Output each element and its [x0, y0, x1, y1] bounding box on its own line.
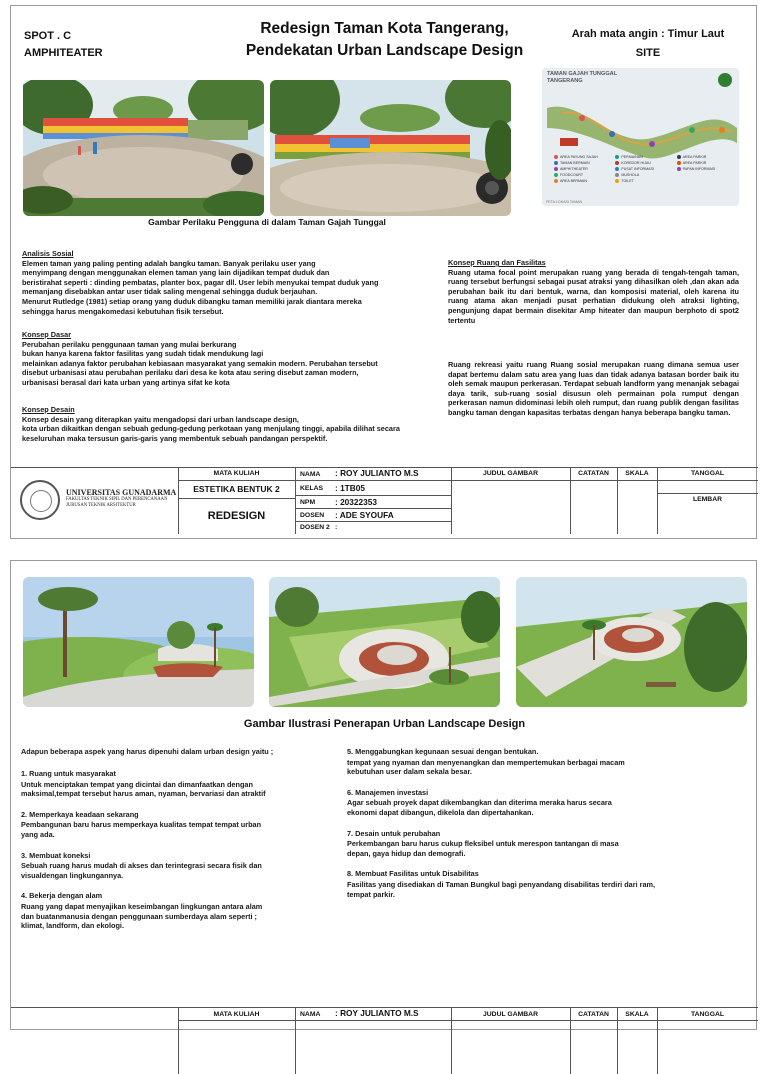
ruang-rekreasi-section: [448, 360, 739, 418]
catatan-label-2: CATATAN: [578, 1011, 609, 1018]
legend-dot-icon: [677, 167, 681, 171]
wind-direction: [558, 25, 738, 63]
legend-dot-icon: [615, 173, 619, 177]
nama-value-2: : ROY JULIANTO M.S: [335, 1008, 419, 1018]
map-title-line-1: TAMAN GAJAH TUNGGAL: [547, 71, 618, 77]
aspect-right-item-heading: 5. Menggabungkan kegunaan sesuai dengan bentukan.: [347, 747, 539, 756]
mata-kuliah-value: ESTETIKA BENTUK 2: [193, 484, 280, 494]
photo-caption: Gambar Perilaku Pengguna di dalam Taman Gajah Tunggal: [148, 217, 386, 227]
map-legend-item: [554, 178, 611, 184]
judul-gambar-label: JUDUL GAMBAR: [482, 470, 538, 477]
aspect-right-item: [347, 829, 727, 859]
catatan-label: CATATAN: [578, 470, 609, 477]
analisis-sosial-section: [22, 249, 442, 316]
nama-label-2: NAMA: [300, 1011, 321, 1018]
map-legend-label: KOREDOR HIJAU: [621, 161, 651, 165]
aspect-right-item-heading: 8. Membuat Fasilitas untuk Disabilitas: [347, 869, 479, 879]
wind-label: Arah mata angin : Timur Laut: [571, 28, 725, 40]
map-legend-label: AREA PARKIR: [682, 161, 707, 165]
sheet-page-1: [10, 5, 757, 539]
map-legend: [554, 154, 734, 184]
aspect-right-item: [347, 788, 727, 818]
legend-dot-icon: [615, 167, 619, 171]
map-title: [547, 71, 617, 85]
konsep-ruang-heading: Konsep Ruang dan Fasilitas: [448, 258, 546, 267]
konsep-desain-body: Konsep desain yang diterapkan yaitu mengadopsi dari urban landscape design, kota urban dikaitkan dengan sebuah gedung-gedung perkotaan yang menjulang tinggi, apabila dilihat secara keseluruhan maka tersusun garis-garis yang membentuk sebuah pandangan perspektif.: [22, 414, 400, 443]
map-legend-label: TOILET: [621, 179, 634, 183]
aspect-right-item-body: Perkembangan baru harus cukup fleksibel untuk merespon tantangan di masa depan, gaya hidup dan demografi.: [347, 839, 619, 858]
aspect-left-item-heading: 3. Membuat koneksi: [21, 850, 91, 860]
tanggal-label: TANGGAL: [690, 470, 725, 477]
site-label: SITE: [635, 47, 661, 59]
aspects-list-right: [347, 747, 727, 910]
university-department: JURUSAN TEKNIK ARSITEKTUR: [66, 503, 136, 508]
map-legend-label: PAPAN INFORMASI: [682, 167, 716, 171]
konsep-dasar-heading: Konsep Dasar: [22, 330, 72, 339]
mata-kuliah-label-2: MATA KULIAH: [213, 1011, 260, 1018]
render-illustration-2: [269, 577, 500, 707]
aspect-left-item: [21, 891, 341, 930]
aspect-left-item: [21, 851, 341, 881]
map-legend-label: PUSAT INFORMASI: [621, 167, 654, 171]
aspect-left-item-body: Ruang yang dapat menyajikan keseimbangan lingkungan antara alam dan buatanmanusia dengan penggunaan sumberdaya alam seperti ; klimat, landform, dan ekologi.: [21, 901, 263, 931]
aspect-left-item-heading: 4. Bekerja dengan alam: [21, 891, 103, 901]
map-legend-label: AMPHITHEATER: [560, 167, 588, 171]
aspect-left-item-heading: 2. Memperkaya keadaan sekarang: [21, 809, 139, 819]
illustration-caption: Gambar Ilustrasi Penerapan Urban Landscape Design: [243, 718, 526, 730]
skala-label-2: SKALA: [625, 1011, 649, 1018]
aspect-left-item-heading: 1. Ruang untuk masyarakat: [21, 769, 116, 778]
map-legend-label: AREA PAYUNG SAJAH: [560, 155, 598, 159]
dosen-2-value: :: [335, 524, 338, 531]
legend-dot-icon: [615, 161, 619, 165]
konsep-desain-heading: Konsep Desain: [22, 405, 75, 414]
sheet-page-2: [10, 560, 757, 1030]
university-faculty: FAKULTAS TEKNIK SIPIL DAN PERENCANAAN: [66, 497, 168, 502]
university-name: [66, 488, 176, 509]
kelas-value: : 1TB05: [335, 483, 365, 493]
render-illustration-1: [23, 577, 254, 707]
kelas-label: KELAS: [300, 485, 324, 492]
legend-dot-icon: [615, 155, 619, 159]
skala-label: SKALA: [625, 470, 649, 477]
lembar-label: LEMBAR: [692, 496, 723, 503]
legend-dot-icon: [554, 179, 558, 183]
nama-value: : ROY JULIANTO M.S: [335, 468, 419, 478]
tanggal-label-2: TANGGAL: [690, 1011, 725, 1018]
university-title: UNIVERSITAS GUNADARMA: [66, 488, 177, 497]
aspect-left-item: [21, 810, 341, 840]
spot-code: SPOT . C: [24, 30, 72, 42]
map-legend-item: [615, 178, 672, 184]
park-photo-2: [270, 80, 511, 216]
aspect-left-item: [21, 769, 341, 799]
legend-dot-icon: [554, 167, 558, 171]
park-photo-1: [23, 80, 264, 216]
map-legend-label: FOODCOURT: [560, 173, 584, 177]
aspect-left-item-body: Pembangunan baru harus memperkaya kualitas tempat tempat urban yang ada.: [21, 820, 262, 839]
ruang-rekreasi-body: Ruang rekreasi yaitu ruang Ruang sosial merupakan ruang dimana semua user dapat bertemu dalam satu area yang luas dan tidak adanya batasan border baik itu oleh semak maupun perkerasan. Terdapat sebuah landform yang menanjak sebagai daya tarik, sub-ruang sosial disusun oleh permainan pola rumput dengan perkerasan namun didominasi lebih oleh rumput, dan ruang publik dengan fasilitas bangku taman dengan kapasitas terbatas dengan hanya beberapa bangku taman.: [448, 360, 739, 417]
map-title-line-2: TANGERANG: [547, 78, 583, 84]
title-block-2: [11, 1007, 758, 1074]
site-map: [542, 68, 739, 206]
dosen-label: DOSEN: [300, 512, 325, 519]
aspect-right-item-heading: 6. Manajemen investasi: [347, 787, 429, 797]
title-block-1: [11, 467, 758, 534]
analisis-body: Elemen taman yang paling penting adalah bangku taman. Banyak perilaku user yang menyimpang dengan menggunakan elemen taman yang lain dijadikan tempat duduk dan beristirahat seperti : dinding pembatas, planter box, pagar dll. User lebih menyukai tempat duduk yang memanjang disebabkan antar user tidak saling mengenal sehingga duduk berjauhan. Menurut Rutledge (1981) setiap orang yang duduk dibangku taman memiliki jarak diantara mereka sehingga harus mengakomedasi kebutuhan fisik tersebut.: [22, 258, 379, 316]
mata-kuliah-label: MATA KULIAH: [213, 470, 260, 477]
judul-gambar-label-2: JUDUL GAMBAR: [482, 1011, 538, 1018]
aspect-right-item-body: Fasilitas yang disediakan di Taman Bungkul bagi penyandang disabilitas terdiri dari ram, tempat parkir.: [347, 879, 656, 899]
spot-name: AMPHITEATER: [24, 47, 103, 59]
aspect-right-item: [347, 869, 727, 899]
legend-dot-icon: [615, 179, 619, 183]
konsep-desain-section: [22, 405, 454, 443]
map-legend-label: MUSHOLA: [621, 173, 640, 177]
legend-dot-icon: [554, 161, 558, 165]
title-line-2: Pendekatan Urban Landscape Design: [245, 42, 524, 59]
render-illustration-3: [516, 577, 747, 707]
aspect-right-item-heading: 7. Desain untuk perubahan: [347, 828, 441, 838]
aspect-left-item-body: Sebuah ruang harus mudah di akses dan terintegrasi secara fisik dan visualdengan lingkungannya.: [21, 861, 262, 880]
konsep-ruang-body: Ruang utama focal point merupakan ruang yang berada di tengah-tengah taman, ruang tersebut berfungsi sebagai pusat atraksi yang dihasilkan oleh ,dan akan ada perubahan baik itu dari bentuk, warna, dan komposisi material, oleh karena itu ruang atama akan menjadi pusat perhatian didukung oleh atraksi lighting, pengunjung dapat bermain disekitar Amp hiteater dan maupun berphoto di spot2 tertentu: [448, 267, 739, 325]
legend-dot-icon: [554, 155, 558, 159]
aspect-left-item-body: Untuk menciptakan tempat yang dicintai dan dimanfaatkan dengan maksimal,tempat tersebut harus aman, nyaman, bervariasi dan atraktif: [21, 779, 266, 799]
map-legend-label: TAMAN BERMAIN: [560, 161, 590, 165]
dosen-2-label: DOSEN 2: [300, 524, 330, 531]
konsep-dasar-body: Perubahan perilaku penggunaan taman yang mulai berkurang bukan hanya karena faktor fasilitas yang sudah tidak mendukung lagi melainkan adanya faktor perubahan kebiasaan masyarakat yang semakin modern. Perubahan tersebut disebut urbanisasi atau perubahan perilaku dari desa ke kota atau sering disebut zaman modern, urbanisasi berasal dari kata urban yang artinya sifat ke kota: [22, 339, 378, 387]
konsep-ruang-section: [448, 258, 739, 325]
legend-dot-icon: [677, 161, 681, 165]
redesign-label: REDESIGN: [207, 510, 266, 522]
map-legend-label: AREA PARKIR: [682, 155, 707, 159]
map-footer: PETA LOKASI TAMAN: [546, 200, 583, 204]
urban-design-intro: Adapun beberapa aspek yang harus dipenuhi dalam urban design yaitu ;: [21, 747, 274, 756]
aspect-right-item-body: tempat yang nyaman dan menyenangkan dan mempertemukan berbagai macam kebutuhan user dalam sekala besar.: [347, 757, 625, 777]
nama-label: NAMA: [300, 471, 321, 478]
npm-value: : 20322353: [335, 497, 377, 507]
map-legend-label: PERMAINAN: [621, 155, 643, 159]
konsep-dasar-section: [22, 330, 442, 388]
npm-label: NPM: [300, 499, 316, 506]
analisis-heading: Analisis Sosial: [22, 249, 74, 258]
aspects-list-left: [21, 769, 341, 942]
map-legend-label: AREA BERMAIN: [560, 179, 587, 183]
legend-dot-icon: [554, 173, 558, 177]
map-legend-item: [677, 166, 734, 172]
aspect-right-item-body: Agar sebuah proyek dapat dikembangkan dan diterima meraka harus secara ekonomi dapat dibangun, dikelola dan dipertahankan.: [347, 798, 612, 817]
university-logo-icon: [20, 480, 60, 520]
aspect-right-item: [347, 747, 727, 777]
title-line-1: Redesign Taman Kota Tangerang,: [260, 20, 509, 37]
dosen-value: : ADE SYOUFA: [335, 510, 394, 520]
legend-dot-icon: [677, 155, 681, 159]
